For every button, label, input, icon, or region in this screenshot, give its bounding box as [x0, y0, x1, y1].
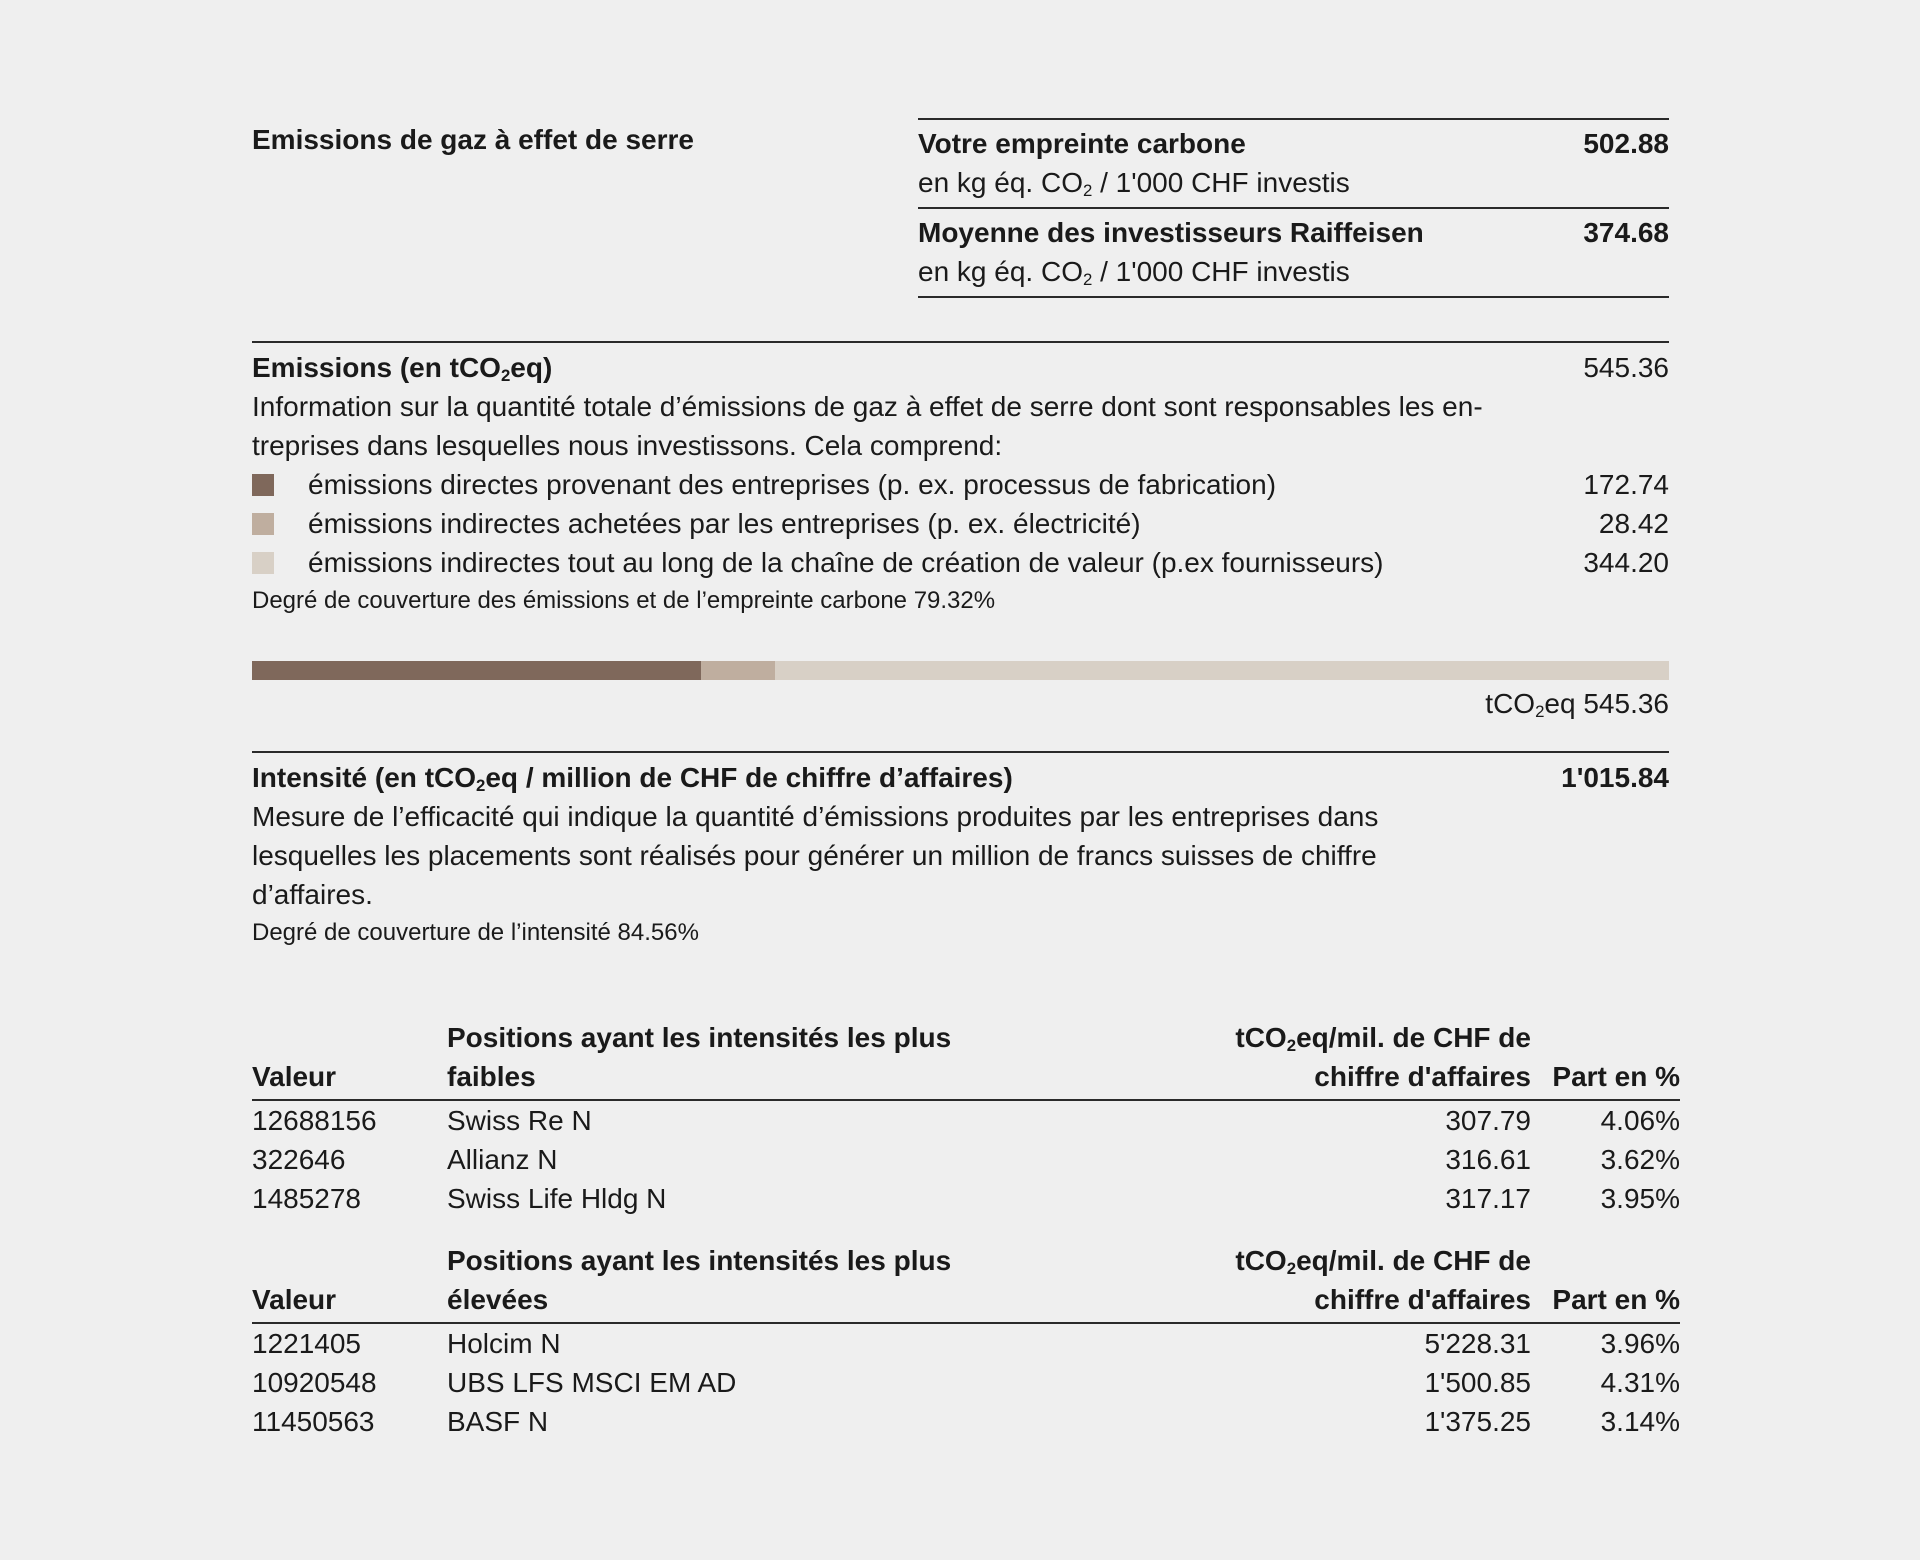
legend-item: [252, 543, 1669, 582]
cell-share: 3.96%: [1600, 1328, 1680, 1359]
emissions-bar: [252, 661, 1669, 680]
legend-swatch: [252, 552, 274, 574]
lowest-intensity-table: [252, 1018, 1680, 1218]
highest-intensity-table: [252, 1241, 1680, 1441]
cell-position: BASF N: [447, 1406, 549, 1437]
legend-swatch: [252, 474, 274, 496]
cell-intensity: 316.61: [1445, 1144, 1531, 1175]
bar-segment-3: [775, 661, 1669, 680]
col-valeur: Valeur: [252, 1061, 337, 1092]
legend-item: [252, 465, 1669, 504]
cell-valeur: 10920548: [252, 1367, 377, 1398]
legend-label: émissions directes provenant des entreprises (p. ex. processus de fabrication): [308, 469, 1277, 500]
intensity-section: [252, 758, 1669, 950]
intensity-coverage: Degré de couverture de l’intensité 84.56%: [252, 919, 699, 946]
emissions-legend: [252, 465, 1669, 582]
footprint-top-rule: [918, 118, 1669, 120]
cell-intensity: 317.17: [1445, 1183, 1531, 1214]
table-header: [252, 1018, 1680, 1101]
footprint-yours-unit: en kg éq. $CO_2 / 1'000$ CHF investis: [918, 167, 1350, 201]
legend-label: émissions indirectes tout au long de la chaîne de création de valeur (p.ex fournisseurs): [308, 547, 1384, 578]
footprint-middle-rule: [918, 207, 1669, 209]
cell-share: 4.31%: [1600, 1367, 1680, 1398]
table-row: [252, 1101, 1680, 1140]
footprint-average-value: 374.68: [1583, 217, 1669, 248]
cell-position: Swiss Life Hldg N: [447, 1183, 667, 1214]
cell-position: UBS LFS MSCI EM AD: [447, 1367, 737, 1398]
col-share: Part en %: [1552, 1284, 1680, 1315]
col-share: Part en %: [1552, 1061, 1680, 1092]
footprint-average-label: Moyenne des investisseurs Raiffeisen: [918, 217, 1424, 248]
page-title: Emissions de gaz à effet de serre: [252, 124, 694, 155]
col-valeur: Valeur: [252, 1284, 337, 1315]
intensity-description: Mesure de l’efficacité qui indique la quantité d’émissions produites par les entreprises dans lesquelles les placements sont réalisés pour générer un million de francs suisses de chiffre d’affaires.: [252, 801, 1379, 910]
legend-value: 172.74: [1583, 469, 1669, 500]
cell-share: 4.06%: [1600, 1105, 1680, 1136]
cell-intensity: 307.79: [1445, 1105, 1531, 1136]
footprint-yours-label: Votre empreinte carbone: [918, 128, 1246, 159]
bar-segment-1: [252, 661, 701, 680]
col-positions: Positions ayant les intensités les plus élevées: [447, 1245, 952, 1315]
col-positions: Positions ayant les intensités les plus faibles: [447, 1022, 952, 1092]
legend-label: émissions indirectes achetées par les entreprises (p. ex. électricité): [308, 508, 1141, 539]
table-row: [252, 1402, 1680, 1441]
legend-item: [252, 504, 1669, 543]
legend-value: 28.42: [1598, 508, 1669, 539]
emissions-top-rule: [252, 341, 1669, 343]
footprint-average-unit: en kg éq. $CO_2 / 1'000$ CHF investis: [918, 256, 1350, 290]
table-row: [252, 1363, 1680, 1402]
table-row: [252, 1324, 1680, 1363]
emissions-coverage: Degré de couverture des émissions et de l’empreinte carbone 79.32%: [252, 587, 996, 614]
bar-segment-2: [701, 661, 775, 680]
col-intensity: tCO$_2$eq/mil. de CHF de chiffre d'affaires: [1235, 1022, 1531, 1092]
intensity-top-rule: [252, 751, 1669, 753]
cell-intensity: 5'228.31: [1424, 1328, 1531, 1359]
legend-swatch: [252, 513, 274, 535]
cell-share: 3.95%: [1600, 1183, 1680, 1214]
emissions-heading: Emissions (en tCO$_2$eq): [252, 352, 553, 386]
emissions-bar-total: tCO$_2$eq 545.36: [1485, 688, 1669, 722]
footprint-bottom-rule: [918, 296, 1669, 298]
footprint-yours-value: 502.88: [1583, 128, 1669, 159]
cell-valeur: 322646: [252, 1144, 346, 1175]
table-row: [252, 1140, 1680, 1179]
cell-valeur: 11450563: [252, 1406, 375, 1437]
cell-position: Swiss Re N: [447, 1105, 592, 1136]
cell-valeur: 1485278: [252, 1183, 362, 1214]
cell-intensity: 1'375.25: [1424, 1406, 1531, 1437]
cell-valeur: 1221405: [252, 1328, 362, 1359]
cell-share: 3.14%: [1600, 1406, 1680, 1437]
emissions-description: Information sur la quantité totale d’émissions de gaz à effet de serre dont sont responsables les en-treprises dans lesquelles nous investissons. Cela comprend:: [252, 391, 1483, 461]
cell-share: 3.62%: [1600, 1144, 1680, 1175]
intensity-heading: Intensité (en tCO$_2$eq / million de CHF de chiffre d’affaires): [252, 762, 1013, 796]
table-header: [252, 1241, 1680, 1324]
table-row: [252, 1179, 1680, 1218]
footprint-yours: [918, 124, 1669, 202]
col-intensity: tCO$_2$eq/mil. de CHF de chiffre d'affaires: [1235, 1245, 1531, 1315]
cell-position: Allianz N: [447, 1144, 558, 1175]
footprint-average: [918, 213, 1669, 291]
emissions-total: 545.36: [1583, 352, 1669, 383]
intensity-value: 1'015.84: [1561, 762, 1669, 793]
cell-valeur: 12688156: [252, 1105, 377, 1136]
legend-value: 344.20: [1583, 547, 1669, 578]
cell-intensity: 1'500.85: [1424, 1367, 1531, 1398]
emissions-section: [252, 348, 1669, 618]
cell-position: Holcim N: [447, 1328, 561, 1359]
